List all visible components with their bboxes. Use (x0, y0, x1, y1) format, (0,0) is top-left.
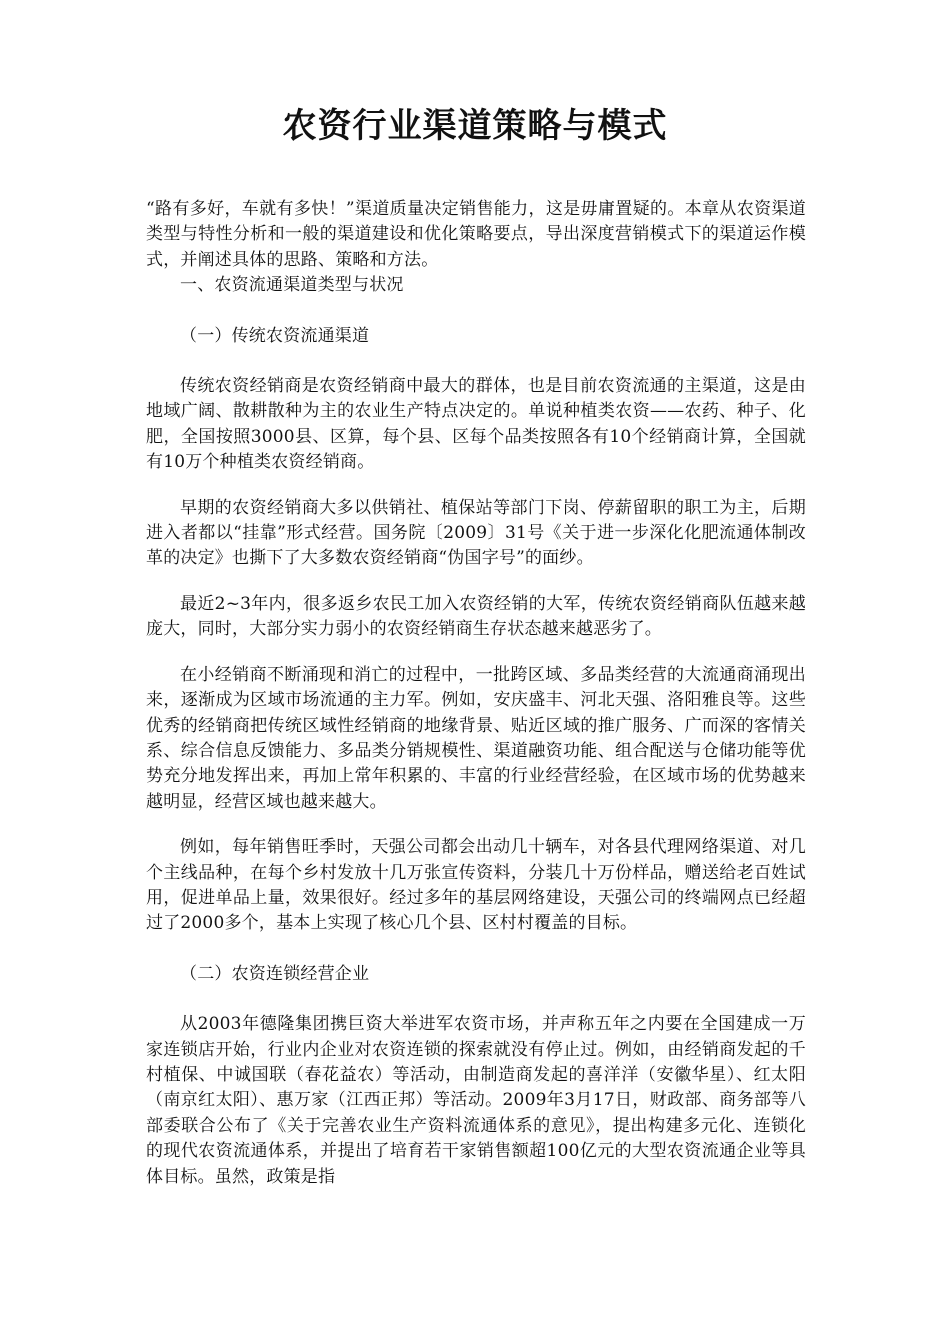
spacer (146, 987, 806, 1012)
subsection-heading-2: （二）农资连锁经营企业 (180, 963, 370, 984)
document-title: 农资行业渠道策略与模式 (282, 106, 668, 146)
spacer (146, 349, 806, 374)
body-paragraph: 早期的农资经销商大多以供销社、植保站等部门下岗、停薪留职的职工为主，后期进入者都以“挂靠”形式经营。国务院〔2009〕31号《关于进一步深化化肥流通体制改革的决定》也撕下了大多数农资经销商“伪国字号”的面纱。 (146, 497, 806, 569)
subsection-heading-1: （一）传统农资流通渠道 (180, 325, 370, 346)
intro-paragraph: “路有多好，车就有多快！”渠道质量决定销售能力，这是毋庸置疑的。本章从农资渠道类型与特性分析和一般的渠道建设和优化策略要点，导出深度营销模式下的渠道运作模式，并阐述具体的思路、策略和方法。 (146, 199, 806, 270)
body-paragraph: 从2003年德隆集团携巨资大举进军农资市场，并声称五年之内要在全国建成一万家连锁店开始，行业内企业对农资连锁的探索就没有停止过。例如，由经销商发起的千村植保、中诚国联（春花益农）等活动，由制造商发起的喜洋洋（安徽华星）、红太阳（南京红太阳）、惠万家（江西正邦）等活动。2009年3月17日，财政部、商务部等八部委联合公布了《关于完善农业生产资料流通体系的意见》，提出构建多元化、连锁化的现代农资流通体系，并提出了培育若干家销售额超100亿元的大型农资流通企业等具体目标。虽然，政策是指 (146, 1014, 806, 1187)
spacer (146, 572, 806, 592)
body-paragraph: 最近2~3年内，很多返乡农民工加入农资经销的大军，传统农资经销商队伍越来越庞大，同时，大部分实力弱小的农资经销商生存状态越来越恶劣了。 (146, 593, 806, 640)
spacer (146, 643, 806, 663)
spacer (146, 815, 806, 835)
body-paragraph: 传统农资经销商是农资经销商中最大的群体，也是目前农资流通的主渠道，这是由地域广阔、散耕散种为主的农业生产特点决定的。单说种植类农资——农药、种子、化肥，全国按照3000县、区算，每个县、区每个品类按照各有10个经销商计算，全国就有10万个种植类农资经销商。 (146, 376, 806, 473)
spacer (146, 476, 806, 496)
document-body (146, 197, 806, 1190)
section-heading-1: 一、农资流通渠道类型与状况 (180, 275, 404, 296)
body-paragraph: 在小经销商不断涌现和消亡的过程中，一批跨区域、多品类经营的大流通商涌现出来，逐渐成为区域市场流通的主力军。例如，安庆盛丰、河北天强、洛阳雅良等。这些优秀的经销商把传统区域性经销商的地缘背景、贴近区域的推广服务、广而深的客情关系、综合信息反馈能力、多品类分销规模性、渠道融资功能、组合配送与仓储功能等优势充分地发挥出来，再加上常年积累的、丰富的行业经营经验，在区域市场的优势越来越明显，经营区域也越来越大。 (146, 664, 806, 812)
spacer (146, 937, 806, 962)
spacer (146, 299, 806, 324)
body-paragraph: 例如，每年销售旺季时，天强公司都会出动几十辆车，对各县代理网络渠道、对几个主线品种，在每个乡村发放十几万张宣传资料，分装几十万份样品，赠送给老百姓试用，促进单品上量，效果很好。经过多年的基层网络建设，天强公司的终端网点已经超过了2000多个，基本上实现了核心几个县、区村村覆盖的目标。 (146, 837, 806, 934)
